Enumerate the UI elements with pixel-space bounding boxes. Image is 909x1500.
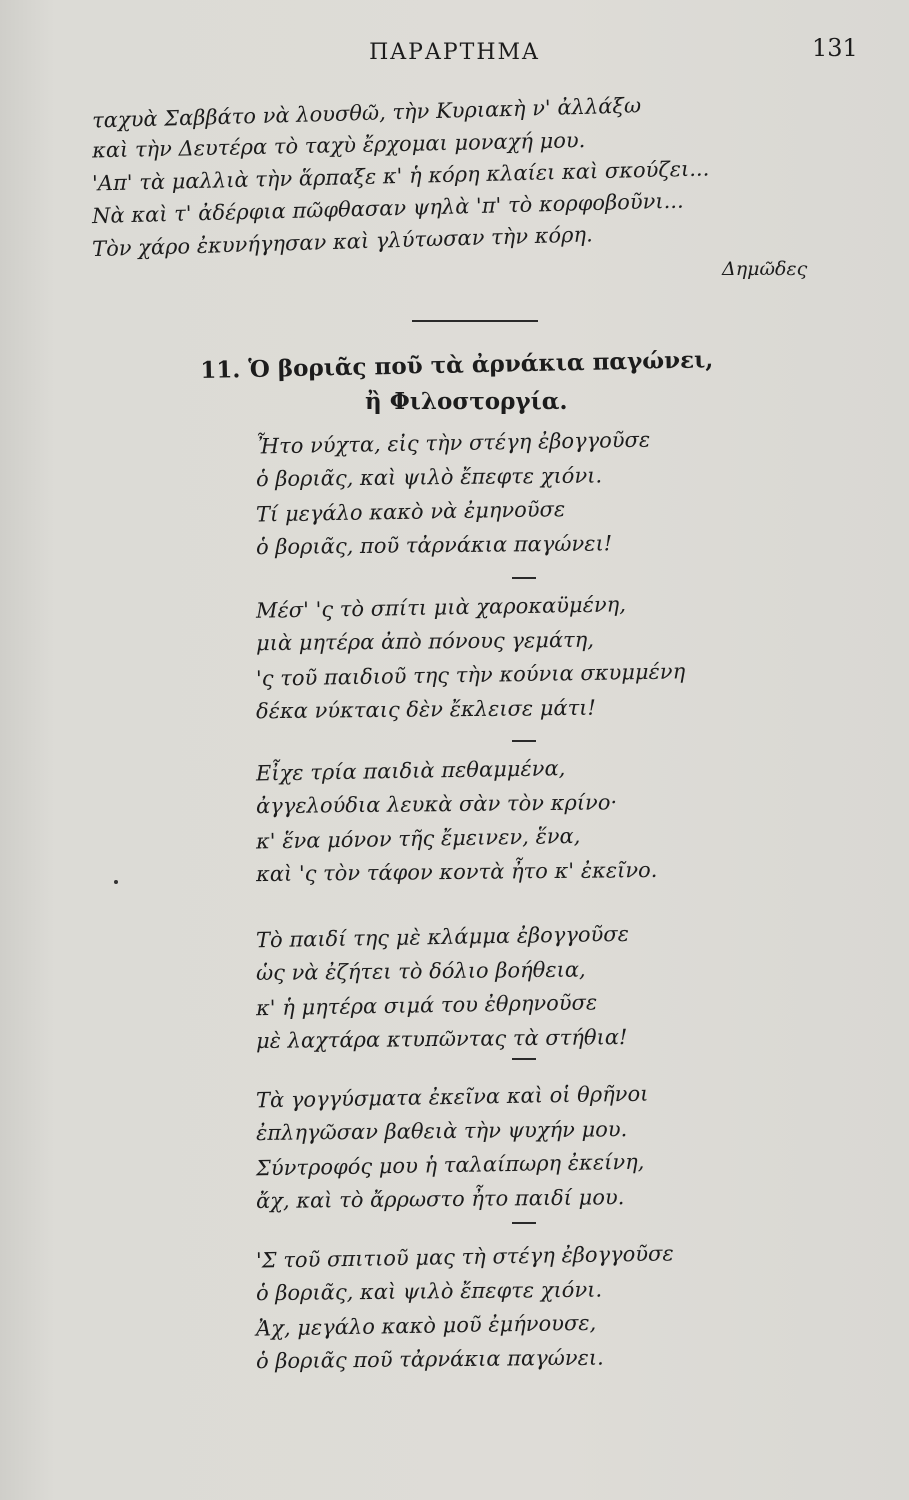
verse-line: δέκα νύκταις δὲν ἔκλεισε μάτι! — [255, 695, 597, 724]
verse-line: Τὸν χάρο ἐκυνήγησαν καὶ γλύτωσαν τὴν κόρη. — [91, 222, 594, 262]
verse-line: ὁ βοριᾶς, ποῦ τἀρνάκια παγώνει! — [255, 531, 613, 560]
stanza-6 — [256, 1240, 674, 1376]
verse-line: μιὰ μητέρα ἀπὸ πόνους γεμάτη, — [255, 627, 595, 656]
verse-line: κ' ἡ μητέρα σιμά του ἐθρηνοῦσε — [255, 990, 598, 1021]
verse-line: 'Σ τοῦ σπιτιοῦ μας τὴ στέγη ἐβογγοῦσε — [255, 1241, 674, 1273]
verse-line: Νὰ καὶ τ' ἀδέρφια πῶφθασαν ψηλὰ 'π' τὸ κορφοβοῦνι... — [91, 188, 684, 229]
verse-line: 'ς τοῦ παιδιοῦ της τὴν κούνια σκυμμένη — [255, 659, 686, 691]
stanza-5 — [256, 1080, 648, 1216]
verse-line: 'Απ' τὰ μαλλιὰ τὴν ἅρπαξε κ' ἡ κόρη κλαίει καὶ σκούζει... — [91, 156, 710, 196]
verse-line: ταχυὰ Σαββάτο νὰ λουσθῶ, τὴν Κυριακὴ ν' ἀλλάξω — [91, 93, 642, 133]
verse-line: ὁ βοριᾶς ποῦ τἀρνάκια παγώνει. — [255, 1345, 604, 1374]
stanza-4 — [256, 920, 629, 1056]
stanza-2 — [256, 590, 685, 726]
verse-line: Τὰ γογγύσματα ἐκεῖνα καὶ οἱ θρῆνοι — [255, 1081, 649, 1113]
verse-line: καὶ 'ς τὸν τάφον κοντὰ ἦτο κ' ἐκεῖνο. — [255, 857, 658, 887]
stanza-1 — [256, 426, 650, 562]
stanza-separator — [512, 577, 536, 579]
poem-title — [200, 346, 713, 384]
verse-line: ὁ βοριᾶς, καὶ ψιλὸ ἔπεφτε χιόνι. — [255, 1277, 603, 1306]
stanza-3 — [256, 753, 657, 889]
verse-line: ὡς νὰ ἐζήτει τὸ δόλιο βοήθεια, — [255, 957, 586, 985]
verse-line: ἀγγελούδια λευκὰ σὰν τὸν κρίνο· — [255, 790, 618, 819]
page-number: 131 — [812, 34, 858, 62]
stanza-separator — [512, 740, 536, 742]
verse-line: ἐπληγῶσαν βαθειὰ τὴν ψυχήν μου. — [255, 1117, 628, 1146]
section-divider — [412, 320, 538, 322]
verse-line: Εἶχε τρία παιδιὰ πεθαμμένα, — [255, 756, 566, 786]
verse-line: Ἀχ, μεγάλο κακὸ μοῦ ἐμήνουσε, — [255, 1310, 597, 1341]
verse-line: μὲ λαχτάρα κτυπῶντας τὰ στήθια! — [255, 1025, 628, 1053]
poem-title-text: Ὁ βοριᾶς ποῦ τὰ ἀρνάκια παγώνει, — [248, 346, 714, 383]
verse-line: Τί μεγάλο κακὸ νὰ ἐμηνοῦσε — [255, 497, 566, 527]
verse-line: καὶ τὴν Δευτέρα τὸ ταχὺ ἔρχομαι μοναχή μου. — [91, 128, 586, 163]
stanza-separator — [512, 1058, 536, 1060]
intro-stanza — [91, 93, 710, 262]
poem-subtitle: ἢ Φιλοστοργία. — [365, 388, 568, 415]
verse-line: κ' ἕνα μόνον τῆς ἔμεινεν, ἕνα, — [255, 823, 581, 854]
verse-line: Σύντροφός μου ἡ ταλαίπωρη ἐκείνη, — [255, 1149, 645, 1181]
verse-line: Τὸ παιδί της μὲ κλάμμα ἐβογγοῦσε — [255, 921, 630, 953]
running-header: ΠΑΡΑΡΤΗΜΑ — [369, 40, 540, 65]
source-attribution: Δημῶδες — [722, 258, 808, 280]
ink-speck — [114, 880, 118, 884]
verse-line: Μέσ' 'ς τὸ σπίτι μιὰ χαροκαϋμένη, — [255, 592, 627, 623]
verse-line: ἄχ, καὶ τὸ ἄρρωστο ἦτο παιδί μου. — [255, 1185, 625, 1214]
poem-number: 11. — [200, 356, 241, 384]
stanza-separator — [512, 1222, 536, 1224]
verse-line: Ἦτο νύχτα, εἰς τὴν στέγη ἐβογγοῦσε — [255, 427, 651, 459]
verse-line: ὁ βοριᾶς, καὶ ψιλὸ ἔπεφτε χιόνι. — [255, 463, 603, 492]
